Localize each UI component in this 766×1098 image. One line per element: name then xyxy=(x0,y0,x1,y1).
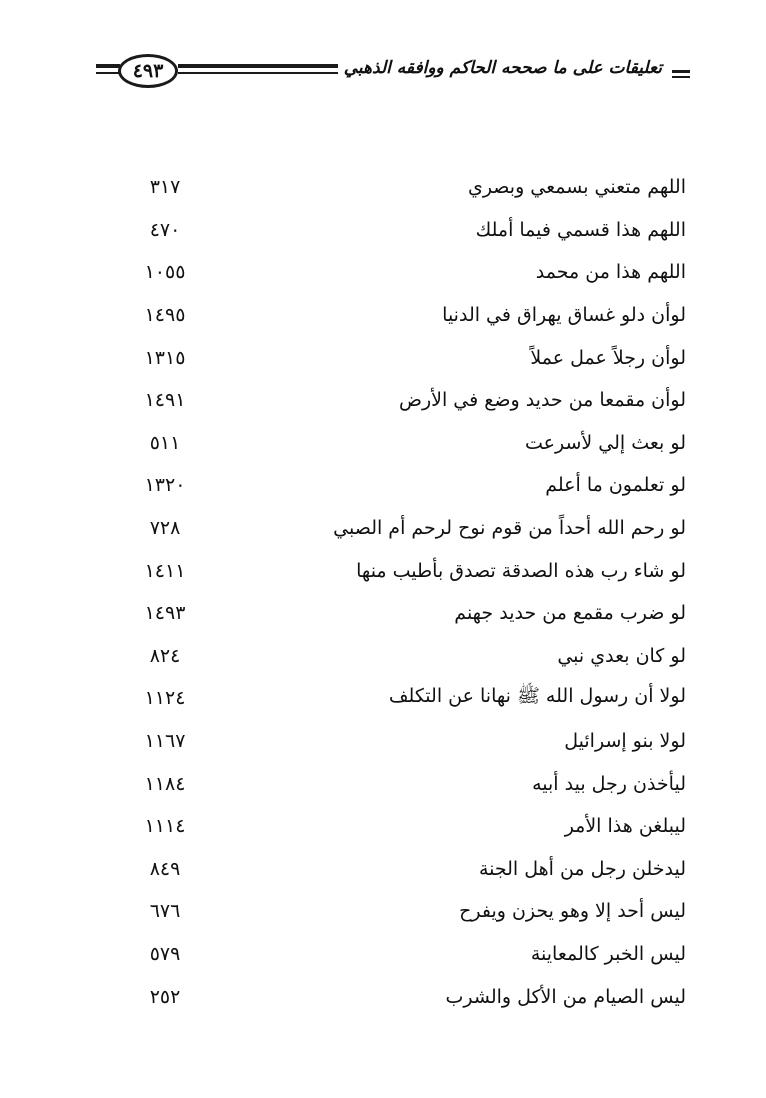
running-title: تعليقات على ما صححه الحاكم ووافقه الذهبي xyxy=(338,58,668,78)
entry-ref: ٢٥٢ xyxy=(149,985,181,1008)
entry-ref: ٦٧٦ xyxy=(149,900,181,923)
entry-ref: ٨٤٩ xyxy=(149,857,181,880)
list-item xyxy=(120,294,686,337)
list-item xyxy=(120,379,686,422)
entry-text: اللهم هذا قسمي فيما أملك xyxy=(475,218,686,241)
entry-ref: ٥٧٩ xyxy=(149,942,181,965)
entry-text: اللهم متعني بسمعي وبصري xyxy=(467,176,686,199)
entry-ref: ١٤١١ xyxy=(144,559,186,582)
header-rule-right-bottom xyxy=(672,76,690,78)
index-list xyxy=(120,166,686,1018)
entry-text: لو بعث إلي لأسرعت xyxy=(525,431,686,454)
entry-ref: ١٤٩١ xyxy=(144,389,186,412)
entry-text: ليأخذن رجل بيد أبيه xyxy=(532,772,686,795)
list-item xyxy=(120,677,686,720)
header-rule-left-bottom xyxy=(96,72,120,74)
list-item xyxy=(120,464,686,507)
entry-ref: ١٣١٥ xyxy=(144,346,186,369)
entry-ref: ١١٦٧ xyxy=(144,730,186,753)
entry-ref: ١٤٩٥ xyxy=(144,304,186,327)
list-item xyxy=(120,975,686,1018)
entry-text: لو رحم الله أحداً من قوم نوح لرحم أم الصبي xyxy=(333,517,686,540)
list-item xyxy=(120,848,686,891)
page-header xyxy=(96,50,692,96)
header-rule-right-top xyxy=(672,70,690,73)
list-item xyxy=(120,720,686,763)
header-rule-middle-bottom xyxy=(178,72,358,74)
entry-ref: ٨٢٤ xyxy=(149,644,181,667)
entry-ref: ٣١٧ xyxy=(149,176,181,199)
list-item xyxy=(120,890,686,933)
entry-ref: ١٣٢٠ xyxy=(144,474,186,497)
entry-text: لو شاء رب هذه الصدقة تصدق بأطيب منها xyxy=(356,559,686,582)
list-item xyxy=(120,251,686,294)
list-item xyxy=(120,507,686,550)
list-item xyxy=(120,209,686,252)
list-item xyxy=(120,805,686,848)
entry-ref: ١١١٤ xyxy=(144,815,186,838)
entry-ref: ١١٢٤ xyxy=(144,687,186,710)
list-item xyxy=(120,635,686,678)
entry-ref: ٤٧٠ xyxy=(149,218,181,241)
list-item xyxy=(120,422,686,465)
entry-text: لو كان بعدي نبي xyxy=(557,644,686,667)
entry-text: لوأن دلو غساق يهراق في الدنيا xyxy=(442,304,686,327)
header-rule-middle-top xyxy=(178,64,358,68)
entry-ref: ٧٢٨ xyxy=(149,517,181,540)
entry-ref: ٥١١ xyxy=(149,431,181,454)
entry-text: ليس الصيام من الأكل والشرب xyxy=(445,985,686,1008)
list-item xyxy=(120,166,686,209)
list-item xyxy=(120,336,686,379)
entry-text: لوأن رجلاً عمل عملاً xyxy=(530,346,686,369)
list-item xyxy=(120,762,686,805)
entry-text: لولا أن رسول الله ﷺ نهانا عن التكلف xyxy=(388,685,686,708)
entry-text: لو ضرب مقمع من حديد جهنم xyxy=(454,602,686,625)
entry-text: ليبلغن هذا الأمر xyxy=(564,815,686,838)
entry-text: لوأن مقمعا من حديد وضع في الأرض xyxy=(398,389,686,412)
entry-text: ليدخلن رجل من أهل الجنة xyxy=(478,857,686,880)
header-rule-left-top xyxy=(96,64,120,68)
list-item xyxy=(120,592,686,635)
list-item xyxy=(120,933,686,976)
entry-text: اللهم هذا من محمد xyxy=(535,261,686,284)
entry-ref: ١١٨٤ xyxy=(144,772,186,795)
list-item xyxy=(120,549,686,592)
entry-text: لو تعلمون ما أعلم xyxy=(545,474,686,497)
entry-text: ليس أحد إلا وهو يحزن ويفرح xyxy=(459,900,686,923)
page-number: ٤٩٣ xyxy=(118,54,178,88)
entry-text: لولا بنو إسرائيل xyxy=(564,730,686,753)
entry-text: ليس الخبر كالمعاينة xyxy=(530,942,686,965)
entry-ref: ١٤٩٣ xyxy=(144,602,186,625)
entry-ref: ١٠٥٥ xyxy=(144,261,186,284)
